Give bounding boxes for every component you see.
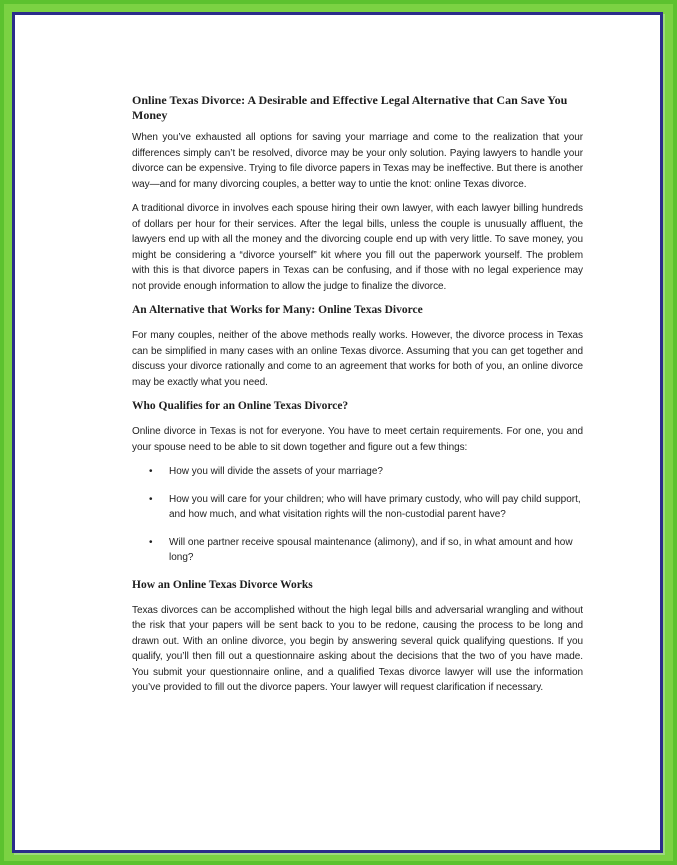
list-item-text: How you will care for your children; who will have primary custody, who will pay child support, and how much, and what visitation rights will the non-custodial parent have?: [169, 493, 581, 520]
list-item: [132, 535, 583, 566]
document-title: Online Texas Divorce: A Desirable and Effective Legal Alternative that Can Save You Money: [132, 93, 568, 122]
section-paragraph-alternative: For many couples, neither of the above methods really works. However, the divorce process in Texas can be simplified in many cases with an online Texas divorce. Assuming that you can get together and discuss your divorce rationally and come to an agreement that works for both of you, an online divorce may be exactly what you need.: [132, 330, 583, 388]
section-paragraph-qualifies: Online divorce in Texas is not for everyone. You have to meet certain requirements. For one, you and your spouse need to be able to sit down together and figure out a few things:: [132, 426, 583, 453]
list-item: [132, 492, 583, 523]
section-paragraph-how-it-works: Texas divorces can be accomplished without the high legal bills and adversarial wrangling and without the risk that your papers will be sent back to you to be redone, causing the process to be long and drawn out. With an online divorce, you begin by answering several quick qualifying questions. If you qualify, you’ll then fill out a questionnaire asking about the decisions that the two of you have made. You submit your questionnaire online, and a qualified Texas divorce lawyer will use the information you’ve provided to fill out the divorce papers. Your lawyer will request clarification if necessary.: [132, 604, 583, 693]
section-heading-alternative: An Alternative that Works for Many: Online Texas Divorce: [132, 304, 423, 316]
bullet-icon: •: [149, 493, 153, 505]
section-heading-how-it-works: How an Online Texas Divorce Works: [132, 578, 313, 591]
list-item-text: Will one partner receive spousal maintenance (alimony), and if so, in what amount and how long?: [169, 536, 573, 563]
list-item-text: How you will divide the assets of your marriage?: [169, 466, 383, 477]
requirements-list: [132, 464, 583, 566]
intro-paragraph-2: A traditional divorce in involves each spouse hiring their own lawyer, with each lawyer billing hundreds of dollars per hour for their services. After the legal bills, unless the couple is unusually affluent, the lawyers end up with all the money and the divorcing couple end up with very little. To save money, you might be considering a “divorce yourself” kit where you fill out the paperwork yourself. The problem with this is that divorce papers in Texas can be confusing, and if those with no legal experience may not provide enough information to allow the judge to finalize the divorce.: [132, 203, 583, 292]
document-content: [132, 93, 583, 705]
section-heading-qualifies: Who Qualifies for an Online Texas Divorce?: [132, 400, 349, 412]
bullet-icon: •: [149, 466, 153, 477]
bullet-icon: •: [149, 536, 153, 548]
intro-paragraph-1: When you’ve exhausted all options for saving your marriage and come to the realization that your differences simply can’t be resolved, divorce may be your only solution. Paying lawyers to handle your divorce can be expensive. Trying to file divorce papers in Texas may be ineffective. But there is another way—and for many divorcing couples, a better way to untie the knot: online Texas divorce.: [132, 132, 583, 190]
list-item: [132, 464, 583, 480]
